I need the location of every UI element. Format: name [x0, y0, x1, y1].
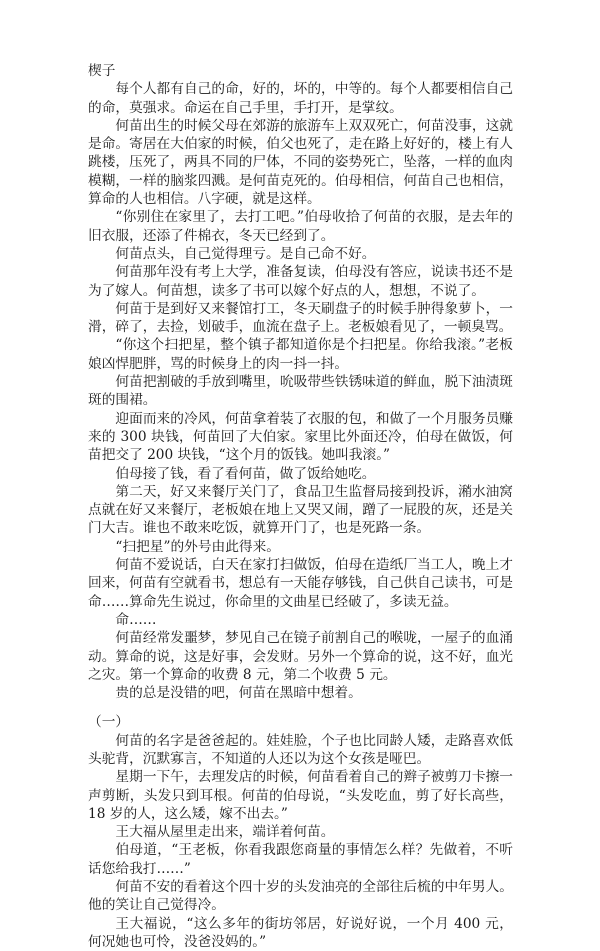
chapter-title: （一） [88, 714, 130, 731]
paragraph: 贵的总是没错的吧，何苗在黑暗中想着。 [115, 685, 362, 702]
paragraph: 星期一下午，去理发店的时候，何苗看着自己的辫子被剪刀卡擦一声剪断，头发只到耳根。何苗的伯母说，“头发吃血，剪了好长高些，18 岁的人，这么矮，嫁不出去。” [88, 769, 513, 822]
paragraph: “你这个扫把星，整个镇子都知道你是个扫把星。你给我滚。”老板娘凶悍肥胖，骂的时候身上的肉一抖一抖。 [88, 337, 513, 372]
paragraph: 何苗把割破的手放到嘴里，吮吸带些铁锈味道的鲜血，脱下油渍斑斑的围裙。 [88, 374, 513, 409]
paragraph: 迎面而来的冷风，何苗拿着装了衣服的包，和做了一个月服务员赚来的 300 块钱，何苗回了大伯家。家里比外面还冷，伯母在做饭，何苗把交了 200 块钱，“这个月的饭钱。她叫我滚。” [88, 410, 513, 464]
paragraph: 何苗点头，自己觉得理亏。是自己命不好。 [115, 245, 376, 262]
prologue-title: 楔子 [88, 63, 116, 79]
paragraph: 何苗那年没有考上大学，准备复读，伯母没有答应，说读书还不是为了嫁人。何苗想，读多了书可以嫁个好点的人，想想，不说了。 [88, 264, 513, 299]
paragraph: 何苗出生的时候父母在郊游的旅游车上双双死亡，何苗没事，这就是命。寄居在大伯家的时候，伯父也死了，走在路上好好的，楼上有人跳楼，压死了，两具不同的尸体，不同的姿势死亡，坠落，一样的血肉模糊，一样的脑浆四溅。是何苗克死的。伯母相信，何苗自己也相信，算命的人也相信。八字硬，就是这样。 [88, 117, 513, 208]
paragraph: 伯母接了钱，看了看何苗，做了饭给她吃。 [115, 465, 376, 482]
paragraph: 何苗的名字是爸爸起的。娃娃脸，个子也比同龄人矮，走路喜欢低头驼背，沉默寡言，不知道的人还以为这个女孩是哑巴。 [88, 732, 513, 767]
paragraph: 王大福说，“这么多年的街坊邻居，好说好说，一个月 400 元，何况她也可怜，没爸没妈的。” [88, 915, 513, 950]
paragraph: 何苗不爱说话，白天在家打扫做饭，伯母在造纸厂当工人，晚上才回来，何苗有空就看书，想总有一天能存够钱，自己供自己读书，可是命……算命先生说过，你命里的文曲星已经破了，多读无益。 [88, 557, 513, 610]
paragraph: 命…… [115, 611, 157, 628]
paragraph: “扫把星”的外号由此得来。 [115, 538, 280, 555]
paragraph: 何苗不安的看着这个四十岁的头发油亮的全部往后梳的中年男人。他的笑让自己觉得冷。 [88, 879, 513, 914]
paragraph: 第二天，好又来餐厅关门了，食品卫生监督局接到投诉，潲水油窝点就在好又来餐厅，老板娘在地上又哭又闹，蹭了一屁股的灰，还是关门大吉。谁也不敢来吃饭，就算开门了，也是死路一条。 [88, 483, 513, 537]
paragraph: 伯母道，“王老板，你看我跟您商量的事情怎么样？先做着，不听话您给我打……” [88, 842, 513, 877]
paragraph: 何苗于是到好又来餐馆打工，冬天刷盘子的时候手肿得象萝卜，一滑，碎了，去捡，划破手，血流在盘子上。老板娘看见了，一顿臭骂。 [88, 300, 513, 336]
paragraph: “你别住在家里了，去打工吧。”伯母收拾了何苗的衣服，是去年的旧衣服，还添了件棉衣，冬天已经到了。 [88, 209, 513, 244]
paragraph: 每个人都有自己的命，好的，坏的，中等的。每个人都要相信自己的命，莫强求。命运在自己手里，手打开，是掌纹。 [88, 81, 513, 116]
document-body [88, 62, 513, 951]
paragraph: 王大福从屋里走出来，端详着何苗。 [115, 824, 335, 841]
paragraph: 何苗经常发噩梦，梦见自己在镜子前割自己的喉咙，一屋子的血涌动。算命的说，这是好事，会发财。另外一个算命的说，这不好，血光之灾。第一个算命的收费 8 元，第二个收费 5 元。 [88, 630, 513, 683]
